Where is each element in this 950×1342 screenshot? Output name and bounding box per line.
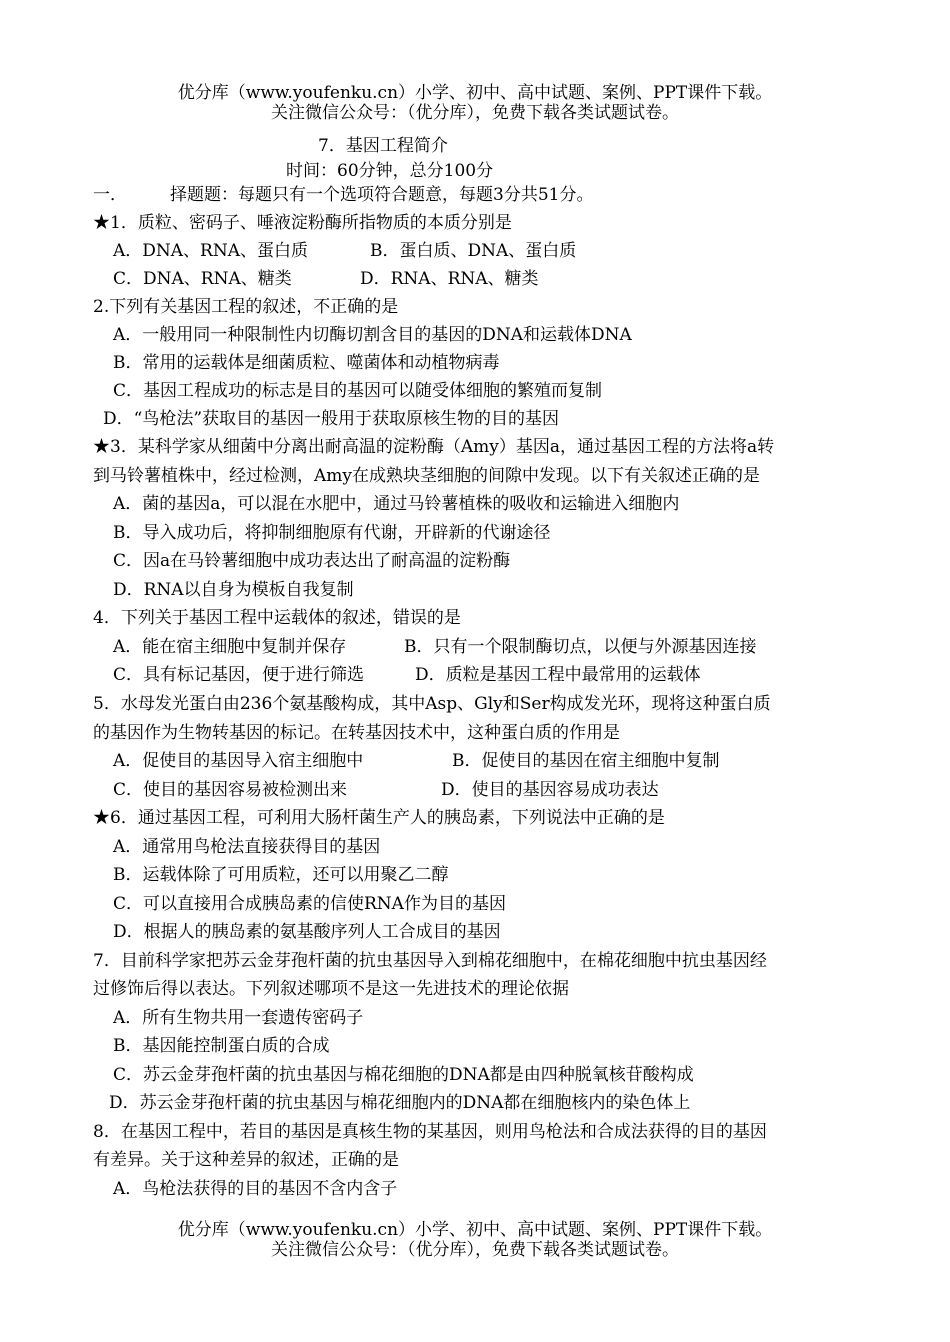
question-4-option-c: C．具有标记基因，便于进行筛选: [113, 665, 365, 685]
question-7-option-a: A．所有生物共用一套遗传密码子: [113, 1008, 364, 1028]
question-7-option-d: D．苏云金芽孢杆菌的抗虫基因与棉花细胞内的DNA都在细胞核内的染色体上: [109, 1093, 691, 1113]
question-3-option-c: C．因a在马铃薯细胞中成功表达出了耐高温的淀粉酶: [113, 551, 511, 571]
header-line-1: 优分库（www.youfenku.cn）小学、初中、高中试题、案例、PPT课件下载。: [177, 83, 773, 103]
question-7-stem-line-2: 过修饰后得以表达。下列叙述哪项不是这一先进技术的理论依据: [93, 979, 569, 999]
question-5-stem-line-1: 5．水母发光蛋白由236个氨基酸构成，其中Asp、Gly和Ser构成发光环，现将这种蛋白质: [93, 694, 771, 714]
question-4-stem: 4．下列关于基因工程中运载体的叙述，错误的是: [93, 608, 461, 628]
question-2-option-d: D．“鸟枪法”获取目的基因一般用于获取原核生物的目的基因: [103, 409, 560, 429]
question-1-stem: ★1．质粒、密码子、唾液淀粉酶所指物质的本质分别是: [93, 213, 512, 233]
question-1-option-b: B．蛋白质、DNA、蛋白质: [370, 241, 577, 261]
page-title: 7．基因工程简介: [318, 136, 448, 156]
question-8-stem-line-1: 8．在基因工程中，若目的基因是真核生物的某基因，则用鸟枪法和合成法获得的目的基因: [93, 1122, 767, 1142]
page-subtitle: 时间：60分钟，总分100分: [286, 161, 494, 181]
question-5-option-a: A．促使目的基因导入宿主细胞中: [113, 751, 364, 771]
question-3-stem-line-2: 到马铃薯植株中，经过检测，Amy在成熟块茎细胞的间隙中发现。以下有关叙述正确的是: [93, 466, 760, 486]
question-6-option-d: D．根据人的胰岛素的氨基酸序列人工合成目的基因: [113, 922, 501, 942]
question-4-option-a: A．能在宿主细胞中复制并保存: [113, 637, 347, 657]
question-3-option-d: D．RNA以自身为模板自我复制: [113, 580, 354, 600]
question-8-option-a: A．鸟枪法获得的目的基因不含内含子: [113, 1179, 398, 1199]
question-5-stem-line-2: 的基因作为生物转基因的标记。在转基因技术中，这种蛋白质的作用是: [93, 723, 620, 743]
question-7-option-c: C．苏云金芽孢杆菌的抗虫基因与棉花细胞的DNA都是由四种脱氧核苷酸构成: [113, 1065, 694, 1085]
question-5-option-c: C．使目的基因容易被检测出来: [113, 780, 348, 800]
question-6-stem: ★6．通过基因工程，可利用大肠杆菌生产人的胰岛素，下列说法中正确的是: [93, 808, 665, 828]
question-2-option-b: B．常用的运载体是细菌质粒、噬菌体和动植物病毒: [113, 353, 500, 373]
question-6-option-c: C．可以直接用合成胰岛素的信使RNA作为目的基因: [113, 894, 506, 914]
section-instructions: 择题题：每题只有一个选项符合题意，每题3分共51分。: [170, 185, 594, 205]
question-6-option-b: B．运载体除了可用质粒，还可以用聚乙二醇: [113, 865, 449, 885]
footer-line-2: 关注微信公众号：（优分库），免费下载各类试题试卷。: [271, 1240, 679, 1260]
question-3-option-a: A．菌的基因a，可以混在水肥中，通过马铃薯植株的吸收和运输进入细胞内: [113, 494, 680, 514]
question-2-stem: 2.下列有关基因工程的叙述，不正确的是: [93, 297, 399, 317]
question-6-option-a: A．通常用鸟枪法直接获得目的基因: [113, 837, 381, 857]
question-2-option-c: C．基因工程成功的标志是目的基因可以随受体细胞的繁殖而复制: [113, 381, 603, 401]
question-5-option-b: B．促使目的基因在宿主细胞中复制: [452, 751, 720, 771]
question-7-option-b: B．基因能控制蛋白质的合成: [113, 1036, 330, 1056]
question-8-stem-line-2: 有差异。关于这种差异的叙述，正确的是: [93, 1150, 399, 1170]
question-2-option-a: A．一般用同一种限制性内切酶切割含目的基因的DNA和运载体DNA: [113, 325, 632, 345]
question-1-option-c: C．DNA、RNA、糖类: [113, 269, 292, 289]
question-4-option-b: B．只有一个限制酶切点，以便与外源基因连接: [404, 637, 757, 657]
footer-line-1: 优分库（www.youfenku.cn）小学、初中、高中试题、案例、PPT课件下载。: [177, 1220, 773, 1240]
question-4-option-d: D．质粒是基因工程中最常用的运载体: [415, 665, 701, 685]
question-5-option-d: D．使目的基因容易成功表达: [441, 780, 659, 800]
header-line-2: 关注微信公众号：（优分库），免费下载各类试题试卷。: [271, 103, 679, 123]
question-1-option-a: A．DNA、RNA、蛋白质: [113, 241, 309, 261]
question-3-option-b: B．导入成功后，将抑制细胞原有代谢，开辟新的代谢途径: [113, 523, 551, 543]
question-3-stem-line-1: ★3．某科学家从细菌中分离出耐高温的淀粉酶（Amy）基因a，通过基因工程的方法将a转: [93, 437, 775, 457]
section-number: 一．: [93, 185, 127, 205]
question-7-stem-line-1: 7．目前科学家把苏云金芽孢杆菌的抗虫基因导入到棉花细胞中，在棉花细胞中抗虫基因经: [93, 951, 767, 971]
question-1-option-d: D．RNA、RNA、糖类: [360, 269, 539, 289]
